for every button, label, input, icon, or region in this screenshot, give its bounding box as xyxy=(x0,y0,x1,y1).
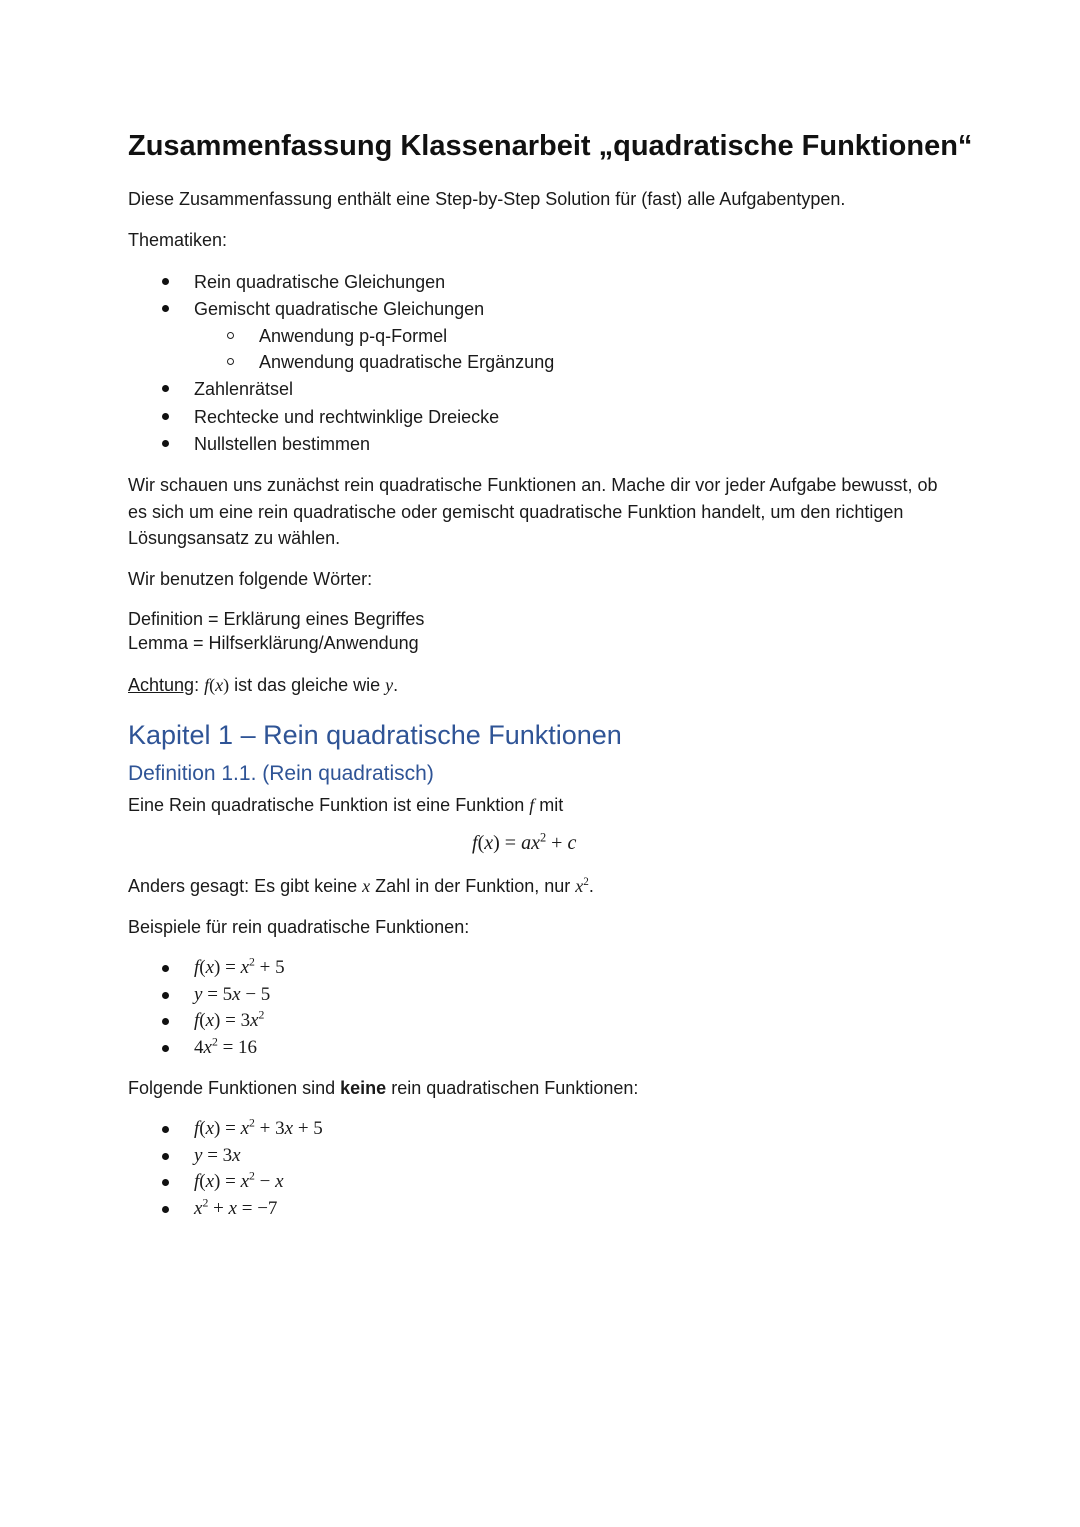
definition-text-end: mit xyxy=(539,795,564,815)
counter-example-item: $f(x) = x^2 + 3x + 5$ xyxy=(194,1116,323,1139)
attention-line: Achtung: f(x) ist das gleiche wie y. xyxy=(128,675,399,695)
bullet-dot xyxy=(162,413,169,420)
counter-label xyxy=(128,1075,638,1101)
subtopic-item: Anwendung quadratische Ergänzung xyxy=(259,352,555,372)
chapter-heading: Kapitel 1 – Rein quadratische Funktionen xyxy=(128,720,622,750)
bullet-dot xyxy=(162,992,169,999)
sub-bullet-circle xyxy=(227,358,234,365)
page-title: Zusammenfassung Klassenarbeit „quadratische Funktionen“ xyxy=(128,130,973,162)
topic-item: Gemischt quadratische Gleichungen xyxy=(194,299,485,319)
topic-item: Rechtecke und rechtwinklige Dreiecke xyxy=(194,407,500,427)
counter-label-post: rein quadratischen Funktionen: xyxy=(391,1078,639,1098)
other-words-start: Anders gesagt: Es gibt keine xyxy=(128,876,358,896)
topics-label: Thematiken: xyxy=(128,230,228,250)
other-words-line: Anders gesagt: Es gibt keine x Zahl in der Funktion, nur $x^2$. xyxy=(128,876,594,896)
intro-paragraph: Wir schauen uns zunächst rein quadratische Funktionen an. Mache dir vor jeder Aufgabe bewusst, ob es sich um eine rein quadratische oder gemischt quadratische Funktion handelt, um den richtigen Lösungsansatz zu wählen. xyxy=(128,475,938,548)
counter-label-bold: keine xyxy=(340,1078,387,1098)
topic-item: Nullstellen bestimmen xyxy=(194,434,371,454)
math-inline: f xyxy=(529,795,535,815)
bullet-dot xyxy=(162,278,169,285)
attention-label: Achtung xyxy=(128,675,195,695)
topic-item: Rein quadratische Gleichungen xyxy=(194,272,446,292)
bullet-dot xyxy=(162,305,169,312)
counter-example-item: $f(x) = x^2 - x$ xyxy=(194,1169,284,1192)
other-words-mid: Zahl in der Funktion, nur xyxy=(375,876,571,896)
attention-text: ist das gleiche wie xyxy=(229,675,386,695)
bullet-dot xyxy=(162,1018,169,1025)
counter-example-item: $x^2 + x = -7$ xyxy=(194,1196,278,1219)
definition-formula: $f(x) = ax^2 + c$ xyxy=(472,830,577,854)
lemma-line: Lemma = Hilfserklärung/Anwendung xyxy=(128,633,419,653)
intro-text: Diese Zusammenfassung enthält eine Step-by-Step Solution für (fast) alle Aufgabentypen. xyxy=(128,189,846,209)
definition-text-start: Eine Rein quadratische Funktion ist eine Funktion xyxy=(128,795,525,815)
bullet-dot xyxy=(162,1179,169,1186)
sub-bullet-circle xyxy=(227,332,234,339)
bullet-dot xyxy=(162,1126,169,1133)
bullet-dot xyxy=(162,385,169,392)
bullet-dot xyxy=(162,965,169,972)
definition-text xyxy=(128,792,563,818)
example-item: $4x^2 = 16$ xyxy=(194,1035,258,1058)
bullet-dot xyxy=(162,1206,169,1213)
math-inline: x xyxy=(362,876,371,896)
definition-heading: Definition 1.1. (Rein quadratisch) xyxy=(128,762,434,785)
example-item: $f(x) = 3x^2$ xyxy=(194,1008,265,1031)
counter-example-item: y = 3x xyxy=(194,1145,241,1166)
bullet-dot xyxy=(162,440,169,447)
words-label: Wir benutzen folgende Wörter: xyxy=(128,569,373,589)
math-inline: y xyxy=(385,675,394,695)
subtopic-item: Anwendung p-q-Formel xyxy=(259,326,448,346)
bullet-dot xyxy=(162,1045,169,1052)
examples-label: Beispiele für rein quadratische Funktionen: xyxy=(128,917,470,937)
example-item: y = 5x − 5 xyxy=(194,984,271,1005)
example-item: $f(x) = x^2 + 5$ xyxy=(194,955,285,978)
math-inline: $x^2$ xyxy=(575,876,589,896)
definition-line: Definition = Erklärung eines Begriffes xyxy=(128,609,425,629)
counter-label-pre: Folgende Funktionen sind xyxy=(128,1078,336,1098)
math-inline: f(x) xyxy=(204,675,230,695)
bullet-dot xyxy=(162,1153,169,1160)
topic-item: Zahlenrätsel xyxy=(194,379,294,399)
